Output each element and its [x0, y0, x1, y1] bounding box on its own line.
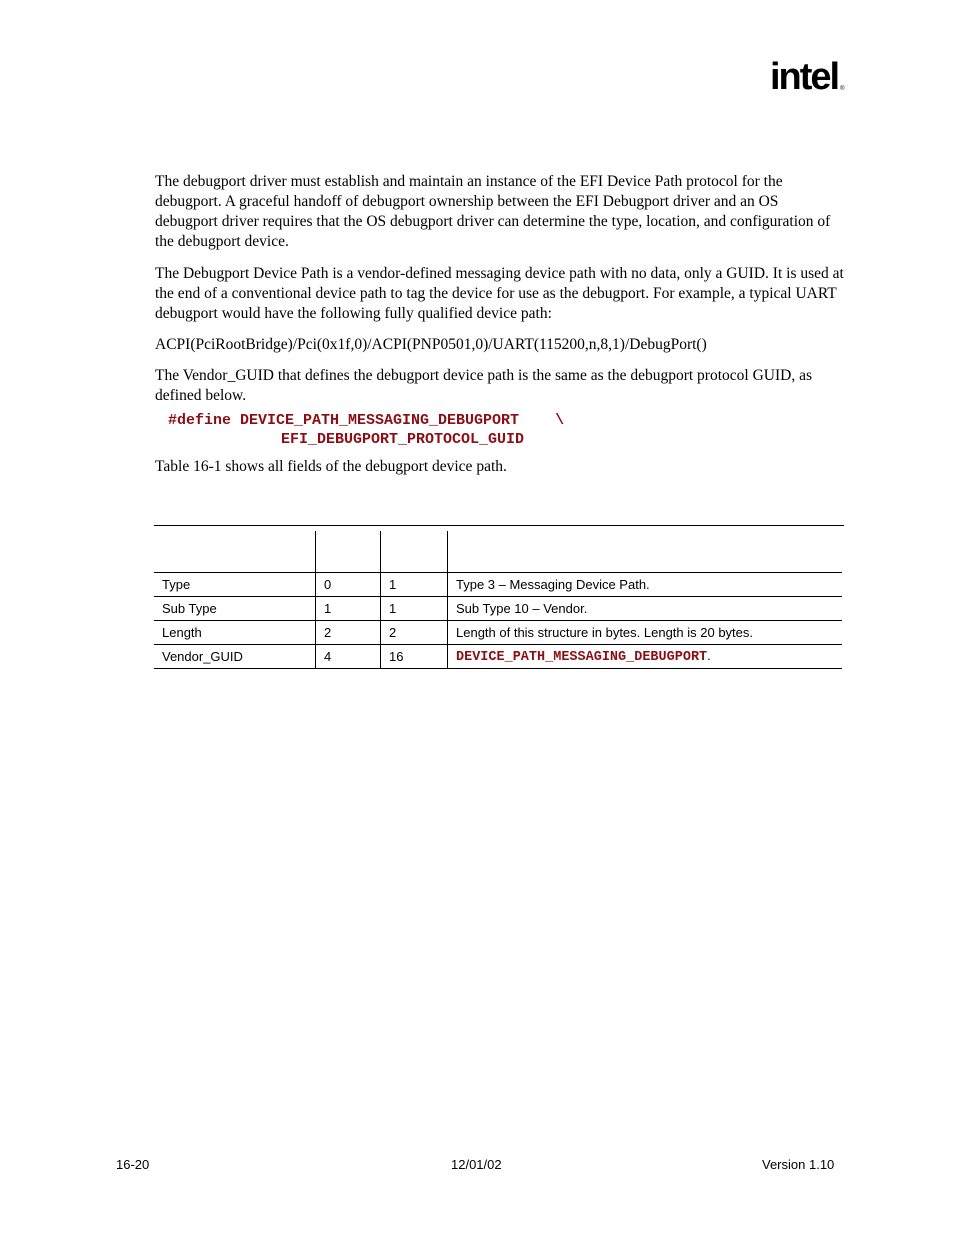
field-name: Sub Type: [154, 597, 316, 621]
device-path-example: ACPI(PciRootBridge)/Pci(0x1f,0)/ACPI(PNP0501,0)/UART(115200,n,8,1)/DebugPort(): [155, 336, 707, 353]
paragraph-table-ref: Table 16-1 shows all fields of the debugport device path.: [155, 458, 507, 475]
footer-date: 12/01/02: [451, 1157, 502, 1172]
table-row: [154, 597, 842, 621]
intel-logo: [770, 58, 845, 96]
field-name: Type: [154, 573, 316, 597]
table-row: [154, 621, 842, 645]
paragraph-intro: The debugport driver must establish and maintain an instance of the EFI Device Path protocol for the debugport. A graceful handoff of debugport ownership between the EFI Debugport driver and an OS debugport driver requires that the OS debugport driver can determine the type, location, and configuration of the debugport device.: [155, 173, 831, 250]
field-description: [448, 645, 843, 669]
page-number: 16-20: [116, 1157, 150, 1172]
field-description: Type 3 – Messaging Device Path.: [448, 573, 843, 597]
field-name: Length: [154, 621, 316, 645]
header-cell: [448, 531, 843, 573]
header-cell: [154, 531, 316, 573]
header-cell: [316, 531, 381, 573]
paragraph-device-path: The Debugport Device Path is a vendor-defined messaging device path with no data, only a GUID. It is used at the end of a conventional device path to tag the device for use as the debugport. For example, a typical UART debugport would have the following fully qualified device path:: [155, 265, 844, 322]
header-cell: [381, 531, 448, 573]
table-row: [154, 645, 842, 669]
code-guid-line: EFI_DEBUGPORT_PROTOCOL_GUID: [281, 431, 525, 448]
table-top-rule: [154, 525, 844, 526]
field-length: 16: [381, 645, 448, 669]
field-offset: 1: [316, 597, 381, 621]
table-header-row: [154, 531, 842, 573]
device-path-fields-table: [154, 531, 842, 669]
paragraph-vendor-guid: The Vendor_GUID that defines the debugport device path is the same as the debugport protocol GUID, as defined below.: [155, 367, 812, 404]
field-length: 2: [381, 621, 448, 645]
guid-constant: DEVICE_PATH_MESSAGING_DEBUGPORT: [456, 650, 708, 665]
field-name: Vendor_GUID: [154, 645, 316, 669]
field-description: Length of this structure in bytes. Length is 20 bytes.: [448, 621, 843, 645]
field-offset: 4: [316, 645, 381, 669]
field-length: 1: [381, 597, 448, 621]
logo-text: intel: [770, 56, 839, 98]
field-length: 1: [381, 573, 448, 597]
code-define-line: #define DEVICE_PATH_MESSAGING_DEBUGPORT \: [168, 412, 565, 429]
field-description: Sub Type 10 – Vendor.: [448, 597, 843, 621]
table-row: [154, 573, 842, 597]
field-offset: 0: [316, 573, 381, 597]
registered-mark: ®: [840, 86, 845, 92]
footer-version: Version 1.10: [762, 1157, 835, 1172]
field-offset: 2: [316, 621, 381, 645]
description-suffix: .: [707, 648, 711, 663]
